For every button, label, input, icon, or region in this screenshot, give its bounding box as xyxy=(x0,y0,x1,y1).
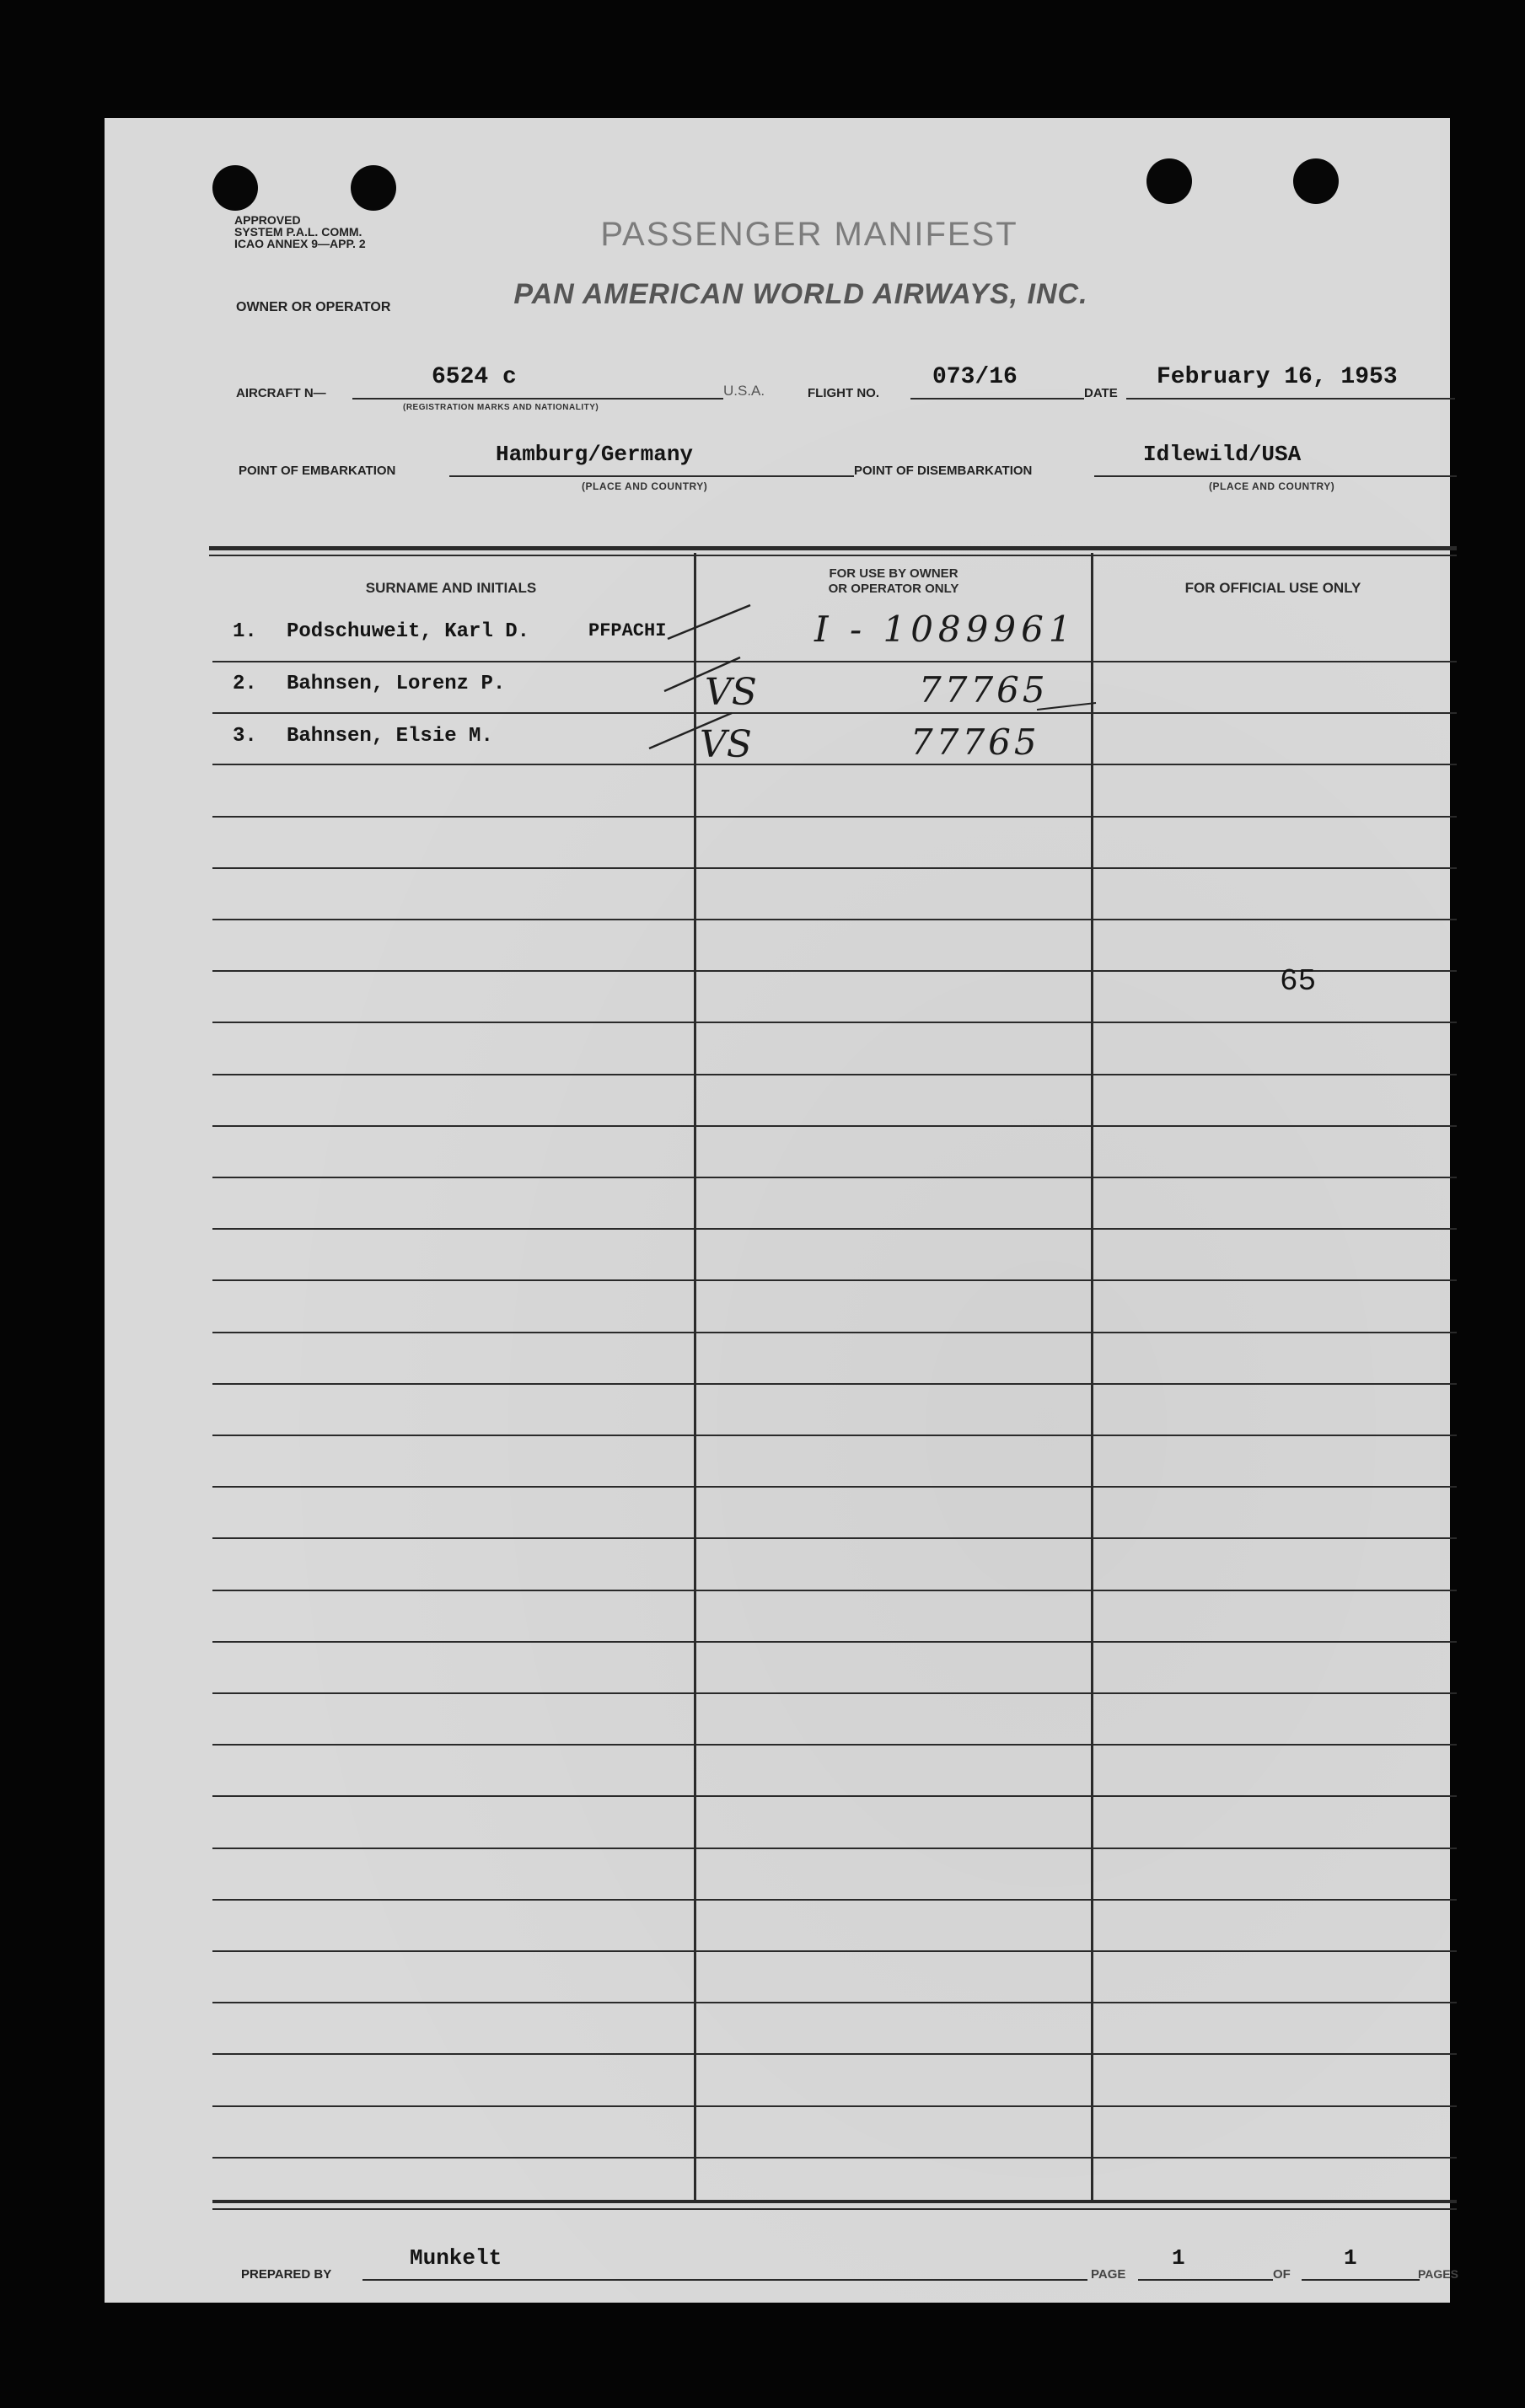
slash-mark xyxy=(664,657,740,691)
col-official-header: FOR OFFICIAL USE ONLY xyxy=(1184,580,1361,596)
aircraft-value: 6524 c xyxy=(432,364,517,390)
flight-date: February 16, 1953 xyxy=(1157,364,1398,390)
page-label: PAGE xyxy=(1091,2267,1126,2282)
flight-label: FLIGHT NO. xyxy=(808,386,879,400)
owner-mark: VS xyxy=(705,671,757,714)
disembark-label: POINT OF DISEMBARKATION xyxy=(854,464,1033,478)
pages-label: PAGES xyxy=(1418,2267,1458,2281)
embark-label: POINT OF EMBARKATION xyxy=(239,464,396,478)
owner-mark: VS xyxy=(700,723,752,766)
approval-line-2: SYSTEM P.A.L. COMM. xyxy=(234,225,362,239)
col-owner-header-line1: FOR USE BY OWNER xyxy=(829,566,958,581)
page-number: 1 xyxy=(1172,2245,1185,2271)
slash-mark xyxy=(668,605,750,639)
disembark-value: Idlewild/USA xyxy=(1143,442,1302,467)
flight-number: 073/16 xyxy=(932,364,1018,390)
passenger-name: Bahnsen, Elsie M. xyxy=(287,725,493,748)
page-underline xyxy=(1138,2279,1273,2281)
col-owner-header-line2: OR OPERATOR ONLY xyxy=(828,582,959,596)
owner-number: 77765 xyxy=(910,721,1040,763)
slash-mark xyxy=(1037,703,1096,710)
page-title: PASSENGER MANIFEST xyxy=(600,216,1018,253)
row-number: 3. xyxy=(233,725,257,748)
disembark-hint: (PLACE AND COUNTRY) xyxy=(1209,480,1335,492)
pages-underline xyxy=(1302,2279,1420,2281)
total-pages: 1 xyxy=(1344,2245,1357,2271)
passenger-name: Bahnsen, Lorenz P. xyxy=(287,673,506,695)
of-label: OF xyxy=(1273,2267,1291,2282)
aircraft-label: AIRCRAFT N— xyxy=(236,386,326,400)
prepared-by: Munkelt xyxy=(410,2245,502,2271)
prepared-underline xyxy=(362,2279,1087,2281)
col-surname-header: SURNAME AND INITIALS xyxy=(365,580,537,596)
passenger-name: Podschuweit, Karl D. xyxy=(287,620,530,643)
embark-value: Hamburg/Germany xyxy=(496,442,694,467)
passenger-code: PFPACHI xyxy=(588,620,667,641)
embark-hint: (PLACE AND COUNTRY) xyxy=(582,480,708,492)
prepared-label: PREPARED BY xyxy=(241,2267,332,2282)
owner-label: OWNER OR OPERATOR xyxy=(236,300,391,314)
slash-mark xyxy=(649,713,732,748)
approval-line-1: APPROVED xyxy=(234,213,301,227)
approval-line-3: ICAO ANNEX 9—APP. 2 xyxy=(234,237,366,250)
date-label: DATE xyxy=(1084,386,1118,400)
owner-number: I - 1089961 xyxy=(814,609,1077,650)
row-number: 1. xyxy=(233,620,257,643)
registration-hint: (REGISTRATION MARKS AND NATIONALITY) xyxy=(403,403,599,412)
usa-label: U.S.A. xyxy=(723,383,765,399)
official-note: 65 xyxy=(1280,964,1317,999)
table-bottom-rule xyxy=(212,2200,1457,2203)
row-number: 2. xyxy=(233,673,257,695)
table-bottom-rule-thin xyxy=(212,2208,1457,2210)
owner-number: 77765 xyxy=(919,669,1049,711)
airline-name: PAN AMERICAN WORLD AIRWAYS, INC. xyxy=(513,278,1088,310)
